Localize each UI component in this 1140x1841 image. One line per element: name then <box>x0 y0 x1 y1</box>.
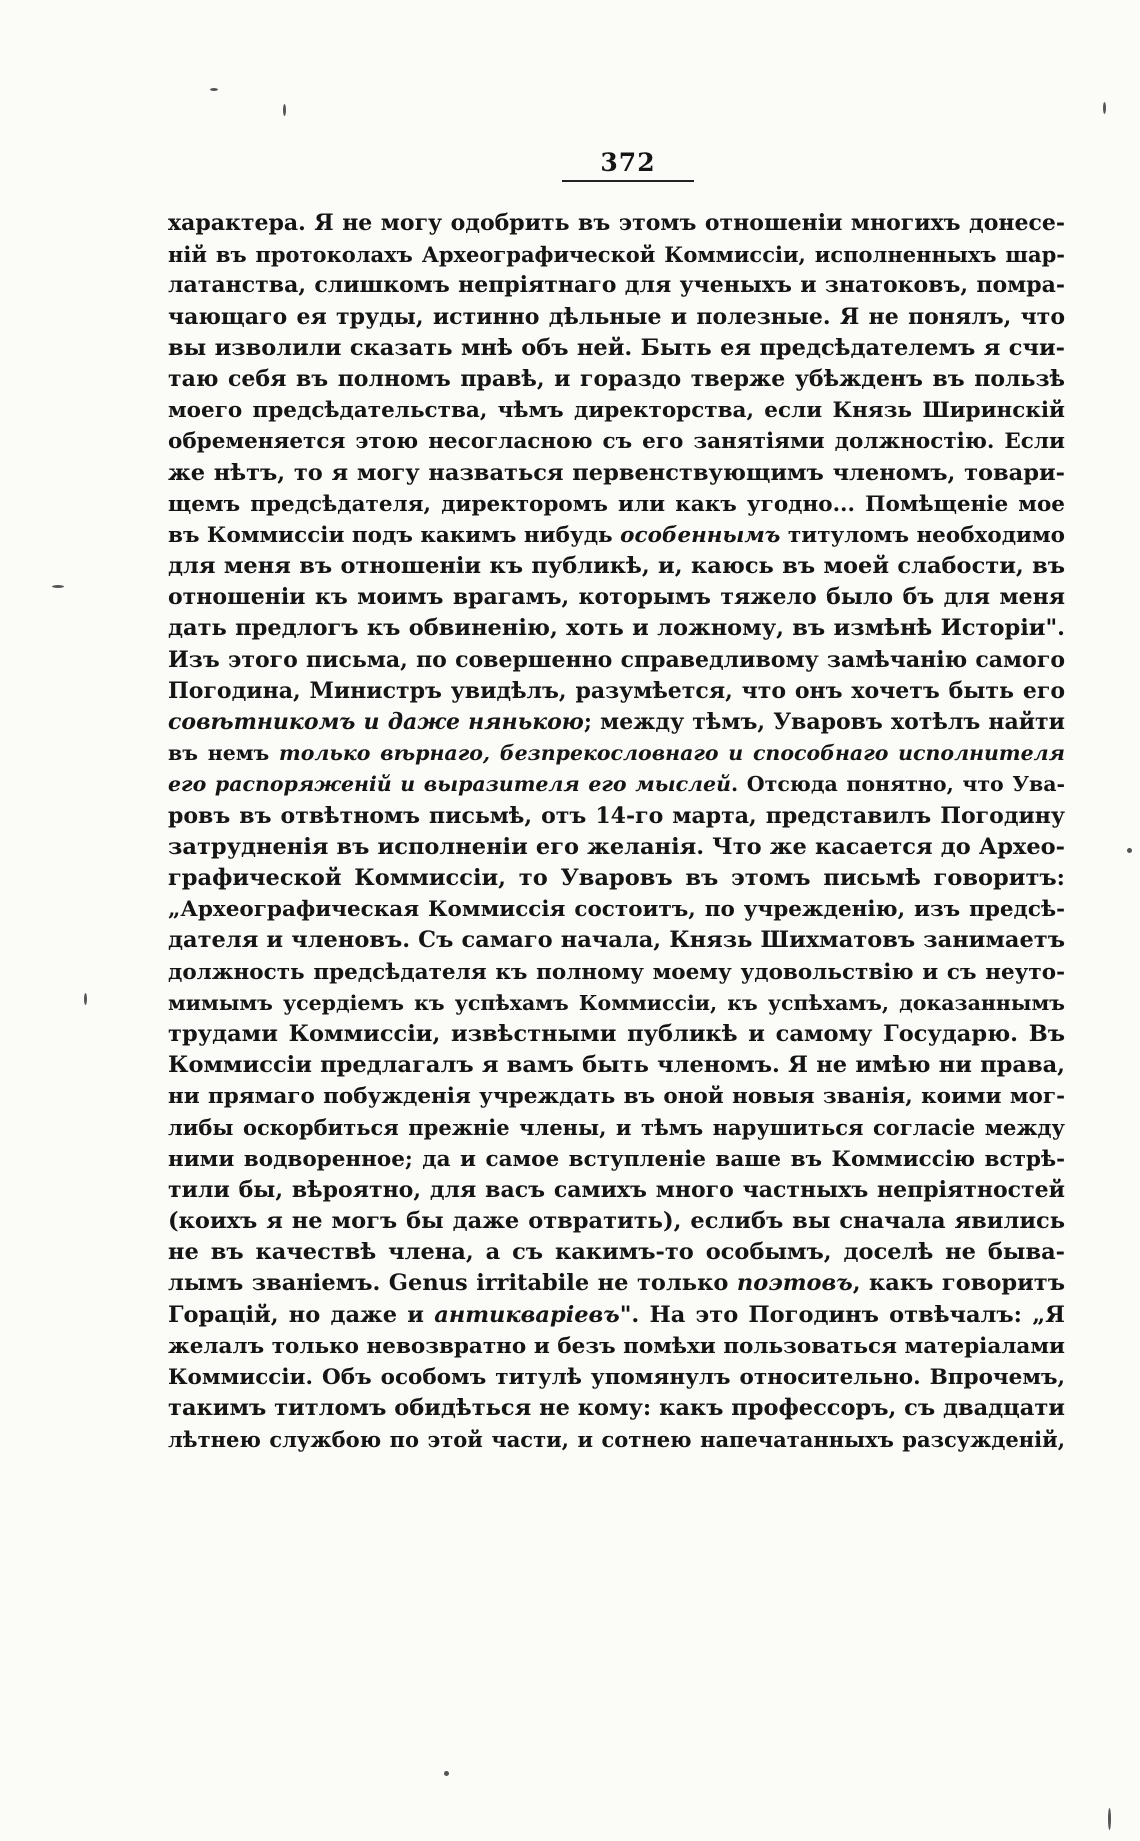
text-line <box>168 208 1065 239</box>
text-line <box>168 1424 1065 1455</box>
text-line <box>168 769 1065 800</box>
text-line <box>168 1331 1065 1362</box>
text-line <box>168 863 1065 894</box>
text-run: дать предлогъ къ обвиненію, хоть и ложному, въ измѣнѣ Исторіи". <box>168 615 1065 642</box>
text-run: ровъ въ отвѣтномъ письмѣ, отъ 14-го марта, представилъ Погодину <box>168 802 1065 829</box>
text-run: отношеніи къ моимъ врагамъ, которымъ тяжело было бъ для меня <box>168 584 1065 611</box>
text-run: въ немъ <box>168 741 279 766</box>
text-line <box>168 1081 1065 1112</box>
text-line <box>168 1050 1065 1081</box>
text-line <box>168 1175 1065 1206</box>
text-run: титуломъ необходимо <box>780 522 1065 548</box>
text-line <box>168 489 1065 520</box>
text-line <box>168 458 1065 489</box>
text-run: , какъ говоритъ <box>852 1270 1065 1297</box>
text-line <box>168 364 1065 395</box>
text-run: графической Коммиссіи, то Уваровъ въ этомъ письмѣ говоритъ: <box>168 864 1065 891</box>
text-line <box>168 801 1065 832</box>
text-line <box>168 707 1065 738</box>
text-line <box>168 1112 1065 1143</box>
text-line <box>168 426 1065 457</box>
text-run: ". На это Погодинъ отвѣчалъ: „Я <box>619 1301 1065 1328</box>
text-run: Коммиссіи. Объ особомъ титулѣ упомянулъ относительно. Впрочемъ, <box>168 1364 1065 1390</box>
text-line <box>168 582 1065 613</box>
text-run: Изъ этого письма, по совершенно справедливому замѣчанію самого <box>168 646 1065 673</box>
scan-speck <box>444 1771 449 1776</box>
text-run: ними водворенное; да и самое вступленіе ваше въ Коммиссію встрѣ- <box>168 1146 1065 1172</box>
scan-speck <box>283 104 286 116</box>
text-run: въ Коммиссіи подъ какимъ нибудь <box>168 522 621 548</box>
text-run: же нѣтъ, то я могу назваться первенствующимъ членомъ, товари- <box>168 459 1065 486</box>
text-run: характера. Я не могу одобрить въ этомъ отношеніи многихъ донесе- <box>168 210 1065 236</box>
text-line <box>168 1362 1065 1393</box>
text-run: для меня въ отношеніи къ публикѣ, и, каюсь въ моей слабости, въ <box>168 553 1065 580</box>
text-run: щемъ предсѣдателя, директоромъ или какъ угодно... Помѣщеніе мое <box>168 491 1065 517</box>
text-line <box>168 957 1065 988</box>
text-run: латанства, слишкомъ непріятнаго для ученыхъ и знатоковъ, помра- <box>168 272 1065 299</box>
text-run: моего предсѣдательства, чѣмъ директорства, если Князь Ширинскій <box>168 398 1065 424</box>
text-run: Погодина, Министръ увидѣлъ, разумѣется, что онъ хочетъ быть его <box>168 677 1065 704</box>
text-run: вы изволили сказать мнѣ объ ней. Быть ея предсѣдателемъ я счи- <box>168 334 1065 361</box>
text-line <box>168 1019 1065 1050</box>
text-line <box>168 894 1065 925</box>
text-run: „Археографическая Коммиссія состоитъ, по учрежденію, изъ предсѣ- <box>168 897 1065 923</box>
text-run: должность предсѣдателя къ полному моему удовольствію и съ неуто- <box>168 959 1065 985</box>
text-run: лымъ званіемъ. Genus irritabile не только <box>168 1270 737 1297</box>
text-line <box>168 520 1065 551</box>
text-line <box>168 239 1065 270</box>
italic-text-run: поэтовъ <box>736 1270 853 1297</box>
text-line <box>168 333 1065 364</box>
text-line <box>168 302 1065 333</box>
scan-speck <box>1108 1808 1111 1830</box>
text-line <box>168 988 1065 1019</box>
text-run: (коихъ я не могъ бы даже отвратить), еслибъ вы сначала явились <box>168 1208 1065 1234</box>
text-line <box>168 270 1065 301</box>
text-run: чающаго ея труды, истинно дѣльные и полезные. Я не понялъ, что <box>168 303 1065 330</box>
scan-speck <box>84 993 87 1005</box>
text-line <box>168 1237 1065 1268</box>
italic-text-run: антикваріевъ <box>434 1301 620 1328</box>
text-run: тили бы, вѣроятно, для васъ самихъ много частныхъ непріятностей <box>168 1176 1065 1203</box>
text-run: обременяется этою несогласною съ его занятіями должностію. Если <box>168 429 1065 455</box>
text-run: таю себя въ полномъ правѣ, и гораздо тверже убѣжденъ въ пользѣ <box>168 365 1065 392</box>
text-line <box>168 645 1065 676</box>
italic-text-run: особеннымъ <box>620 522 781 548</box>
text-run: такимъ титломъ обидѣться не кому: какъ профессоръ, съ двадцати <box>168 1395 1065 1422</box>
page-number: 372 <box>600 148 656 177</box>
text-run: ни прямаго побужденія учреждать въ оной новыя званія, коими мог- <box>168 1084 1065 1110</box>
text-line <box>168 676 1065 707</box>
scan-speck <box>210 88 218 91</box>
page-number-rule <box>562 180 694 182</box>
text-run: Горацій, но даже и <box>168 1301 435 1328</box>
text-line <box>168 925 1065 956</box>
text-run: либы оскорбиться прежніе члены, и тѣмъ нарушиться согласіе между <box>168 1115 1065 1141</box>
italic-text-run: только вѣрнаго, безпрекословнаго и способнаго исполнителя <box>279 741 1065 766</box>
text-line <box>168 1268 1065 1299</box>
text-run: мимымъ усердіемъ къ успѣхамъ Коммиссіи, къ успѣхамъ, доказаннымъ <box>168 990 1065 1015</box>
text-line <box>168 1300 1065 1331</box>
text-line <box>168 1393 1065 1424</box>
text-line <box>168 738 1065 769</box>
text-line <box>168 1144 1065 1175</box>
text-run: желалъ только невозвратно и безъ помѣхи пользоваться матеріалами <box>168 1333 1065 1359</box>
text-run: затрудненія въ исполненіи его желанія. Что же касается до Архео- <box>168 833 1065 860</box>
text-run: Коммиссіи предлагалъ я вамъ быть членомъ. Я не имѣю ни права, <box>168 1052 1065 1079</box>
scan-speck <box>1103 102 1106 114</box>
text-line <box>168 1206 1065 1237</box>
italic-text-run: его распоряженій и выразителя его мыслей <box>168 772 732 797</box>
text-line <box>168 613 1065 644</box>
text-run: дателя и членовъ. Съ самаго начала, Князь Шихматовъ занимаетъ <box>168 927 1065 954</box>
text-run: ; между тѣмъ, Уваровъ хотѣлъ найти <box>583 709 1065 735</box>
text-line <box>168 551 1065 582</box>
text-run: . Отсюда понятно, что Ува- <box>731 772 1065 797</box>
text-run: трудами Коммиссіи, извѣстными публикѣ и самому Государю. Въ <box>168 1020 1065 1047</box>
body-text <box>168 208 1065 1456</box>
scan-speck <box>1127 848 1132 853</box>
text-line <box>168 832 1065 863</box>
scan-speck <box>52 585 64 588</box>
text-line <box>168 395 1065 426</box>
text-run: лѣтнею службою по этой части, и сотнею напечатанныхъ разсужденій, <box>168 1427 1065 1453</box>
text-run: ній въ протоколахъ Археографической Коммиссіи, исполненныхъ шар- <box>168 242 1065 268</box>
italic-text-run: совѣтникомъ и даже нянькою <box>168 709 584 735</box>
text-run: не въ качествѣ члена, а съ какимъ-то особымъ, доселѣ не быва- <box>168 1239 1065 1266</box>
